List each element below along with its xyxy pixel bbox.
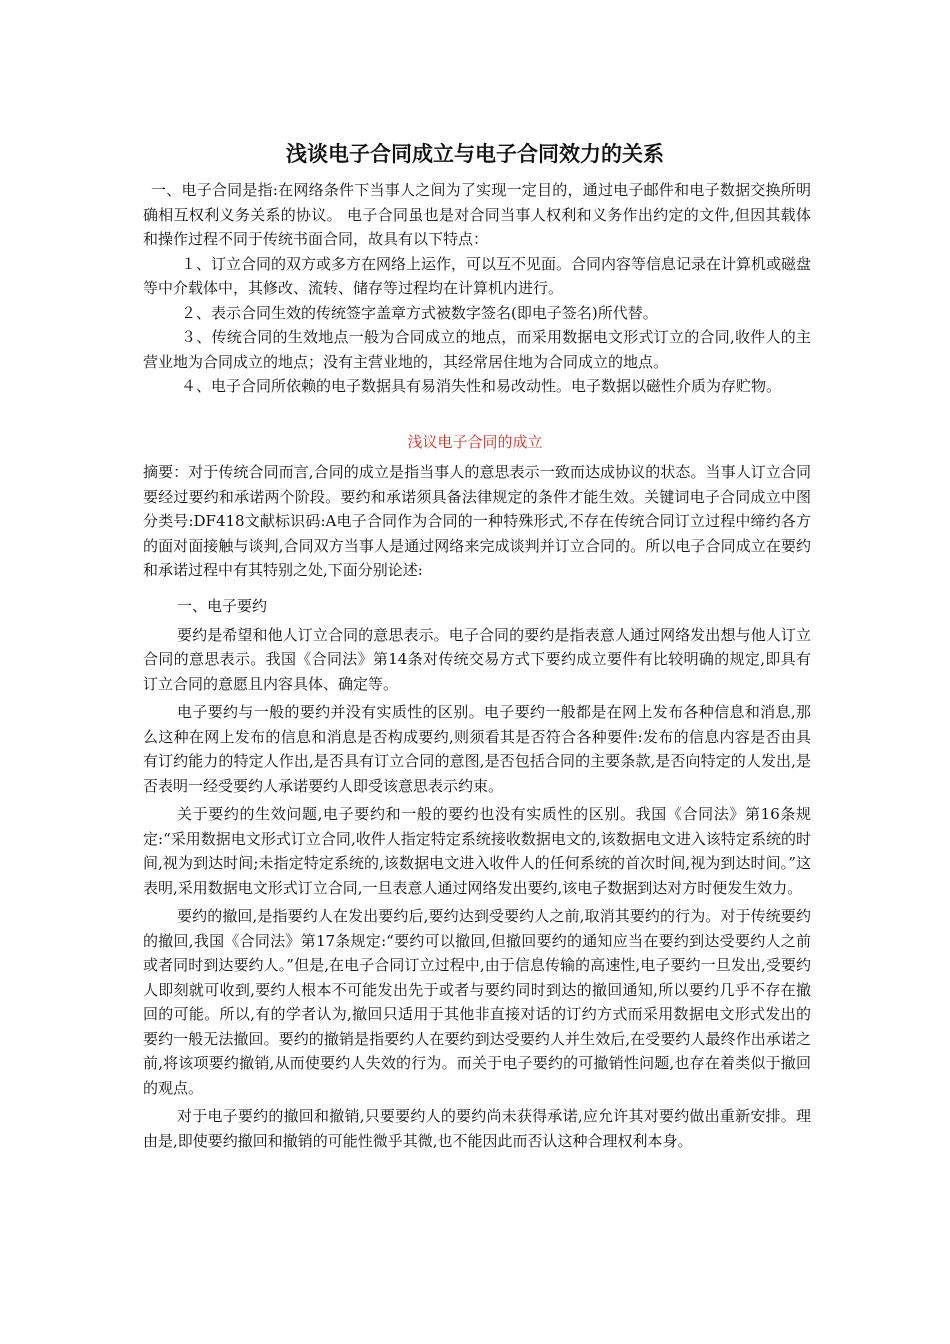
list-item: ４、电子合同所依赖的电子数据具有易消失性和易改动性。电子数据以磁性介质为存贮物。 [181, 377, 782, 395]
body-section [143, 594, 811, 1153]
body-paragraph: 对于电子要约的撤回和撤销,只要要约人的要约尚未获得承诺,应允许其对要约做出重新安排。理由是,即使要约撤回和撤销的可能性微乎其微,也不能因此而否认这种合理权利本身。 [143, 1107, 811, 1150]
body-paragraph: 要约是希望和他人订立合同的意思表示。电子合同的要约是指表意人通过网络发出想与他人订立合同的意思表示。我国《合同法》第14条对传统交易方式下要约成立要件有比较明确的规定,即具有订立合同的意愿且内容具体、确定等。 [143, 625, 811, 693]
abstract-block [143, 460, 811, 583]
body-paragraph: 要约的撤回,是指要约人在发出要约后,要约达到受要约人之前,取消其要约的行为。对于传统要约的撤回,我国《合同法》第17条规定:“要约可以撤回,但撤回要约的通知应当在要约到达受要约人之前或者同时到达要约人。”但是,在电子合同订立过程中,由于信息传输的高速性,电子要约一旦发出,受要约人即刻就可收到,要约人根本不可能发出先于或者与要约同时到达的撤回通知,所以要约几乎不存在撤回的可能。所以,有的学者认为,撤回只适用于其他非直接对话的订约方式而采用数据电文形式发出的要约一般无法撤回。要约的撤销是指要约人在要约到达受要约人并生效后,在受要约人最终作出承诺之前,将该项要约撤销,从而使要约人失效的行为。而关于电子要约的可撤销性问题,也存在着类似于撤回的观点。 [143, 907, 811, 1097]
list-item: １、订立合同的双方或多方在网络上运作，可以互不见面。合同内容等信息记录在计算机或磁盘等中介载体中，其修改、流转、储存等过程均在计算机内进行。 [143, 254, 812, 297]
list-item: ３、传统合同的生效地点一般为合同成立的地点，而采用数据电文形式订立的合同,收件人的主营业地为合同成立的地点；没有主营业地的，其经常居住地为合同成立的地点。 [143, 328, 811, 371]
paragraph-intro: 一、电子合同是指:在网络条件下当事人之间为了实现一定目的，通过电子邮件和电子数据交换所明确相互权利义务关系的协议。 电子合同虽也是对合同当事人权利和义务作出约定的文件,但因其载体和操作过程不同于传统书面合同，故具有以下特点： [143, 181, 811, 248]
section-electronic-contract-definition [143, 178, 811, 399]
body-paragraph: 电子要约与一般的要约并没有实质性的区别。电子要约一般都是在网上发布各种信息和消息,那么这种在网上发布的信息和消息是否构成要约,则须看其是否符合各种要件:发布的信息内容是否由具有订约能力的特定人作出,是否具有订立合同的意图,是否包括合同的主要条款,是否向特定的人发出,是否表明一经受要约人承诺要约人即受该意思表示约束。 [143, 703, 811, 795]
subheading-electronic-offer: 一、电子要约 [177, 597, 268, 615]
section-heading: 浅议电子合同的成立 [407, 433, 543, 451]
abstract-paragraph: 摘要：对于传统合同而言,合同的成立是指当事人的意思表示一致而达成协议的状态。当事人订立合同要经过要约和承诺两个阶段。要约和承诺须具备法律规定的条件才能生效。关键词电子合同成立中图分类号:DF418文献标识码:A电子合同作为合同的一种特殊形式,不存在传统合同订立过程中缔约各方的面对面接触与谈判,合同双方当事人是通过网络来完成谈判并订立合同的。所以电子合同成立在要约和承诺过程中有其特别之处,下面分别论述: [143, 463, 811, 579]
body-paragraph: 关于要约的生效问题,电子要约和一般的要约也没有实质性的区别。我国《合同法》第16条规定:“采用数据电文形式订立合同,收件人指定特定系统接收数据电文的,该数据电文进入该特定系统的时间,视为到达时间;未指定特定系统的,该数据电文进入收件人的任何系统的首次时间,视为到达时间。”这表明,采用数据电文形式订立合同,一旦表意人通过网络发出要约,该电子数据到达对方时便发生效力。 [143, 805, 811, 897]
document-title: 浅谈电子合同成立与电子合同效力的关系 [286, 142, 664, 166]
list-item: ２、表示合同生效的传统签字盖章方式被数字签名(即电子签名)所代替。 [181, 303, 658, 322]
